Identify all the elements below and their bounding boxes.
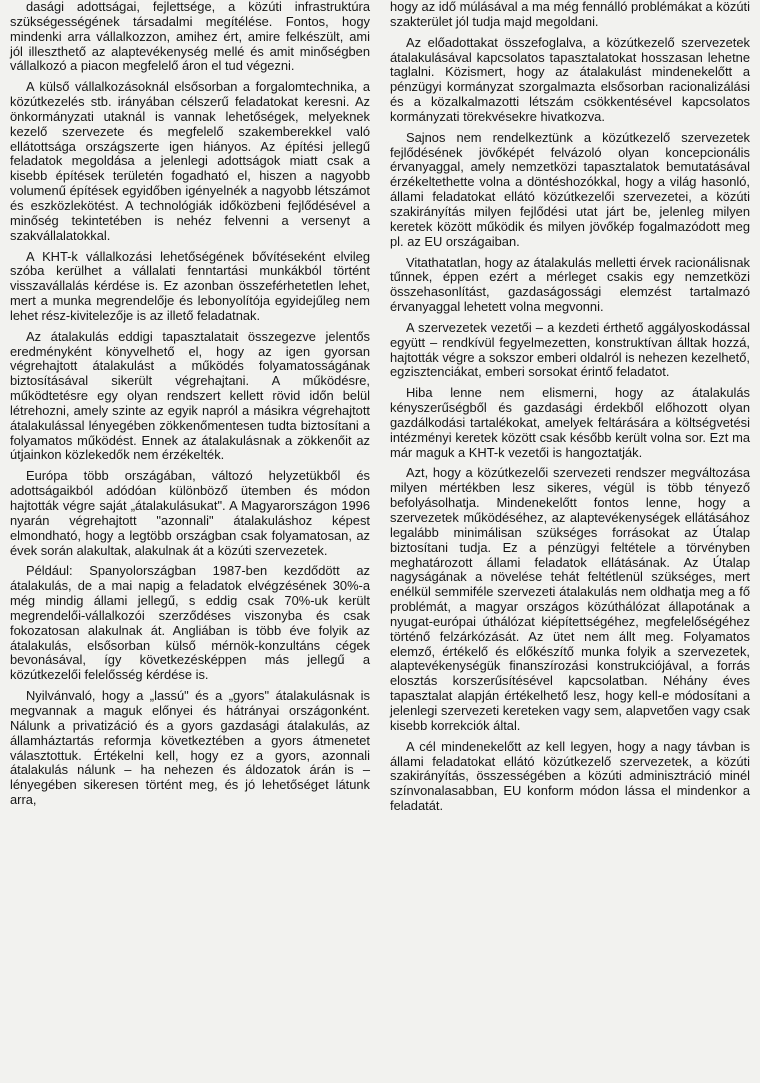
paragraph: dasági adottságai, fejlettsége, a közúti infrastruktúra szükségességének társadalmi megítélése. Fontos, hogy mindenki arra vállalkozzon, amihez ért, amire felkészült, ami jól illeszthető az alaptevékenység mellé és amit minőségben vállalkozó a piacon megfelelő áron el tud végezni.: [10, 0, 370, 74]
paragraph: A cél mindenekelőtt az kell legyen, hogy a nagy távban is állami feladatokat ellátó közútkezelő szervezetek, a közúti szakirányítás, összességében a közúti adminisztráció minél színvonalasabban, EU konform módon lássa el mindenkor a feladatát.: [390, 738, 750, 814]
paragraph: Az átalakulás eddigi tapasztalatait összegezve jelentős eredményként könyvelhető el, hogy az igen gyorsan végrehajtott átalakulást a működés folyamatosságának biztosításával sikerült végrehajtani. A működésre, működtetésre egy olyan rendszert kellett rövid időn belül létrehozni, amely szinte az egyik napról a másikra végrehajtott átalakulással lényegében zökkenőmentesen tudta biztosítani a folyamatos működést. Ennek az átalakulásnak a zökkenőit az útjainkon közlekedők nem érzékelték.: [10, 328, 370, 463]
paragraph: Azt, hogy a közútkezelői szervezeti rendszer megváltozása milyen mértékben lesz sikeres, végül is több tényező befolyásolhatja. Mindenekelőtt fontos lenne, hogy a szervezetek működéséhez, az alaptevékenységek ellátásához legalább minimálisan szükséges forrásokat az Útalap biztosítani tudja. Ez a pénzügyi feltétele a törvényben meghatározott állami feladatok ellátásának. Az Útalap nagyságának a növelése tehát feltétlenül szükséges, mert enélkül semmiféle szervezeti átalakulás nem oldhatja meg a fő problémát, a magyar országos közúthálózat állapotának a nyugat-európai úthálózat kiépítettségéhez, megfelelőségéhez történő felzárkózását. Az ütet nem állt meg. Folyamatos elemző, értékelő és előkészítő munka folyik a szervezetek, alaptevékenységük finanszírozási konstrukciójával, a forrás elosztás korszerűsítésével kapcsolatban. Néhány éves tapasztalat alapján értékelhető lesz, hogy kell-e módosítani a jelenlegi szervezeti kereteken vagy sem, alapvetően vagy csak kisebb korrekciók által.: [390, 465, 750, 733]
paragraph: Az előadottakat összefoglalva, a közútkezelő szervezetek átalakulásával kapcsolatos tapasztalatokat hosszasan lehetne taglalni. Közismert, hogy az átalakulást mindenekelőtt a pénzügyi kormányzat szorgalmazta elsősorban racionalizálási és a közalkalmazotti létszám csökkentésével kapcsolatos kormányzati törekvésekre hivatkozva.: [390, 34, 750, 124]
paragraph: Nyilvánvaló, hogy a „lassú" és a „gyors" átalakulásnak is megvannak a maguk előnyei és hátrányai országonként. Nálunk a privatizáció és a gyors gazdasági átalakulás, az államháztartás reformja következtében a gyors átmenetet választottuk. Értékelni kell, hogy ez a gyors, azonnali átalakulás nálunk – ha nehezen és áldozatok árán is – lényegében sikeresen történt meg, és jó lehetőséget látunk arra,: [10, 688, 370, 808]
paragraph: Sajnos nem rendelkeztünk a közútkezelő szervezetek fejlődésének jövőképét felvázoló olyan koncepcionális érvanyaggal, amely nemzetközi tapasztalatok bemutatásával érzékeltethette volna a döntéshozókkal, hogy a világ hasonló, állami feladatokat ellátó közútkezelői szervezetei, a közúti szakirányítás milyen fejlődési utat járt be, jelenleg milyen keretek között működik és milyen jövőkép fogalmazódott meg pl. az EU országaiban.: [390, 129, 750, 249]
left-text-column: [10, 0, 370, 1083]
paragraph: Hiba lenne nem elismerni, hogy az átalakulás kényszerűségből és gazdasági érdekből előhozott olyan gazdálkodási tartalékokat, amelyek feltárására a költségvetési intézményi keretek között csak később került volna sor. Ezt ma már maguk a KHT-k vezetői is hangoztatják.: [390, 385, 750, 460]
paragraph: Például: Spanyolországban 1987-ben kezdődött az átalakulás, de a mai napig a feladatok elvégzésének 30%-a még mindig állami jellegű, s eddig csak 70%-uk került megrendelői-vállalkozói szerződéses viszonyba és csak fokozatosan alakulnak át. Angliában is több éve folyik az átalakulás, elsősorban külső mérnök-konzultáns cégek bevonásával, így következésképpen más jellegű a közútkezelői felelősség kérdése is.: [10, 563, 370, 683]
paragraph: A szervezetek vezetői – a kezdeti érthető aggályoskodással együtt – rendkívül fegyelmezetten, konstruktívan álltak hozzá, hajtották végre a sokszor emberi oldalról is nehezen kezelhető, egzisztenciákat, emberi sorsokat érintő feladatot.: [390, 319, 750, 380]
paragraph: Európa több országában, változó helyzetükből és adottságaikból adódóan különböző ütemben és módon hajtották végre saját „átalakulásukat". A Magyarországon 1996 nyarán végrehajtott "azonnali" átalakuláshoz képest elmondható, hogy a legtöbb országban csak folyamatosan, az évek során alakultak, alakulnak át a közúti szervezetek.: [10, 468, 370, 558]
paragraph: Vitathatatlan, hogy az átalakulás melletti érvek racionálisnak tűnnek, éppen ezért a mérleget csakis egy nemzetközi összehasonlítást, gazdaságossági elemzést tartalmazó érvanyaggal lehetett volna megvonni.: [390, 254, 750, 315]
right-text-column: [390, 0, 750, 1083]
paragraph: hogy az idő múlásával a ma még fennálló problémákat a közúti szakterület jól tudja majd megoldani.: [390, 0, 750, 29]
paragraph: A KHT-k vállalkozási lehetőségének bővítéseként elvileg szóba kerülhet a vállalati fenntartási munkákból történt visszavállalás kérdése is. Ez azonban összeférhetetlen lehet, mert a munka megrendelője és lebonyolítója egyidejűleg nem lehet rész-kivitelezője is az illető feladatnak.: [10, 248, 370, 323]
paragraph: A külső vállalkozásoknál elsősorban a forgalomtechnika, a közútkezelés stb. irányában célszerű feladatokat keresni. Az önkormányzati utaknál is vannak lehetőségek, melyeknek kezelő szervezete és megfelelő szakemberekkel való ellátottsága országszerte igen hiányos. Az építési jellegű feladatok megoldása a jelenlegi adottságok miatt csak a kisebb építések területén fogadható el, hiszen a nagyobb volumenű építések egyidőben igényelnék a nagyobb létszámot és eszközlekötést. A technológiák időközbeni fejlődésével a minőség tekintetében is nehéz felvenni a versenyt a szakvállalatokkal.: [10, 79, 370, 243]
